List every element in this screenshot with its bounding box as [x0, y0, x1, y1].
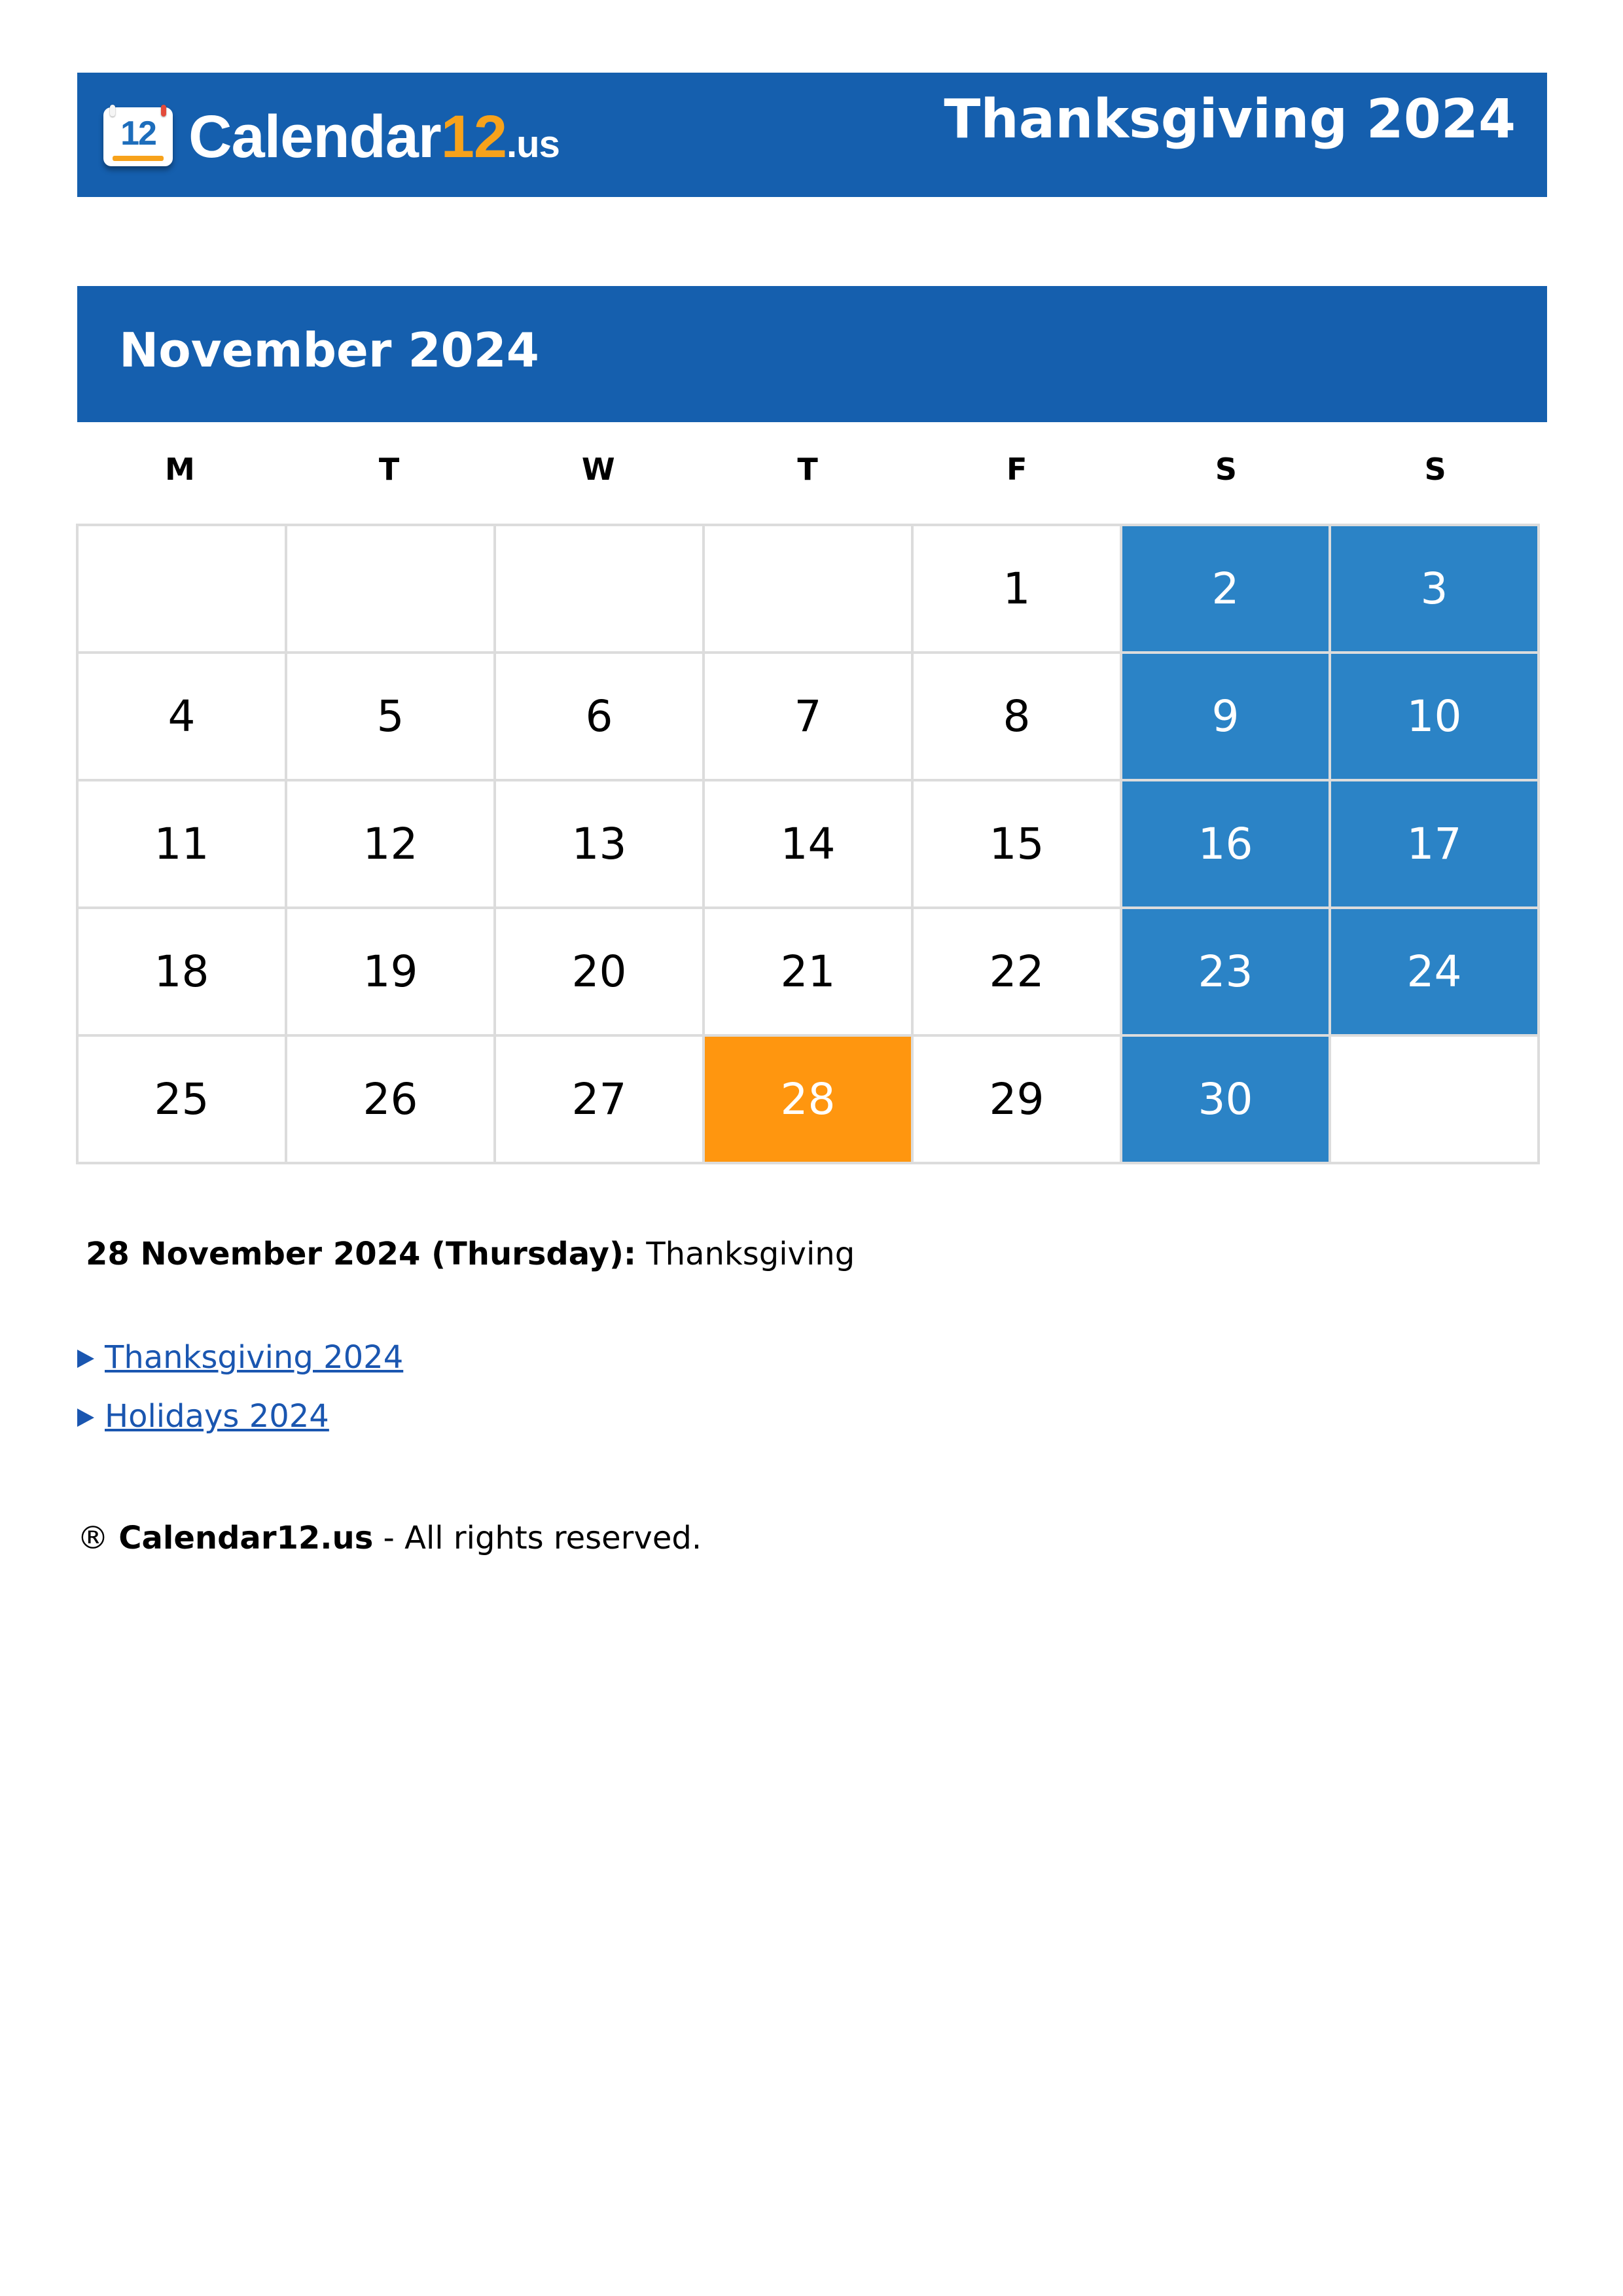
site-logo[interactable]: [103, 103, 560, 170]
logo-icon-number: 12: [120, 115, 156, 152]
weekend-day-cell: 2: [1120, 524, 1329, 651]
weekday-label: S: [1424, 452, 1446, 487]
day-cell: [285, 524, 493, 651]
page-title: Thanksgiving 2024: [944, 88, 1516, 151]
day-cell: 20: [493, 906, 702, 1034]
registered-symbol: ®: [77, 1520, 109, 1556]
day-cell: 12: [285, 779, 493, 906]
day-cell: [76, 524, 285, 651]
weekend-day-cell: 23: [1120, 906, 1329, 1034]
footer-text: - All rights reserved.: [383, 1520, 702, 1556]
day-cell: 22: [911, 906, 1120, 1034]
day-cell: 26: [285, 1034, 493, 1162]
day-cell: 7: [702, 651, 911, 779]
weekday-label: W: [581, 452, 615, 487]
holiday-name: Thanksgiving: [646, 1236, 855, 1272]
holiday-note: [86, 1236, 855, 1272]
day-cell: [1329, 1034, 1537, 1162]
day-cell: 5: [285, 651, 493, 779]
weekday-label: S: [1215, 452, 1238, 487]
list-item: [77, 1397, 403, 1436]
day-cell: 6: [493, 651, 702, 779]
weekday-label: F: [1007, 452, 1027, 487]
day-cell: 11: [76, 779, 285, 906]
day-cell: 27: [493, 1034, 702, 1162]
weekday-header: [77, 452, 1538, 487]
day-cell: 25: [76, 1034, 285, 1162]
month-title-bar: [77, 286, 1547, 422]
day-cell: [493, 524, 702, 651]
arrow-right-icon: [77, 1408, 94, 1427]
weekend-day-cell: 24: [1329, 906, 1537, 1034]
weekend-day-cell: 9: [1120, 651, 1329, 779]
link-holidays-2024[interactable]: Holidays 2024: [105, 1398, 329, 1435]
day-cell: 29: [911, 1034, 1120, 1162]
weekday-label: T: [797, 452, 818, 487]
logo-brand-tld: .us: [507, 123, 560, 166]
day-cell: 15: [911, 779, 1120, 906]
link-thanksgiving-2024[interactable]: Thanksgiving 2024: [105, 1339, 404, 1376]
day-cell: 18: [76, 906, 285, 1034]
arrow-right-icon: [77, 1350, 94, 1368]
weekday-label: T: [378, 452, 400, 487]
day-cell: 8: [911, 651, 1120, 779]
calendar-icon: [103, 107, 173, 166]
logo-icon-underline: [113, 156, 164, 161]
weekend-day-cell: 30: [1120, 1034, 1329, 1162]
day-cell: 21: [702, 906, 911, 1034]
footer-brand: Calendar12.us: [118, 1520, 374, 1556]
day-cell: [702, 524, 911, 651]
calendar-grid: [76, 524, 1540, 1164]
list-item: [77, 1338, 403, 1377]
related-links: [77, 1338, 403, 1456]
day-cell: 13: [493, 779, 702, 906]
logo-brand-number: 12: [440, 103, 507, 170]
weekend-day-cell: 10: [1329, 651, 1537, 779]
holiday-date-label: 28 November 2024 (Thursday):: [86, 1236, 637, 1272]
day-cell: 1: [911, 524, 1120, 651]
weekend-day-cell: 3: [1329, 524, 1537, 651]
header-bar: [77, 73, 1547, 197]
footer: [77, 1520, 702, 1556]
holiday-day-cell: 28: [702, 1034, 911, 1162]
weekend-day-cell: 16: [1120, 779, 1329, 906]
weekend-day-cell: 17: [1329, 779, 1537, 906]
logo-wordmark: [188, 103, 560, 170]
month-title: November 2024: [119, 323, 539, 378]
day-cell: 19: [285, 906, 493, 1034]
day-cell: 4: [76, 651, 285, 779]
weekday-label: M: [164, 452, 195, 487]
logo-brand-main: Calendar: [188, 103, 441, 170]
day-cell: 14: [702, 779, 911, 906]
